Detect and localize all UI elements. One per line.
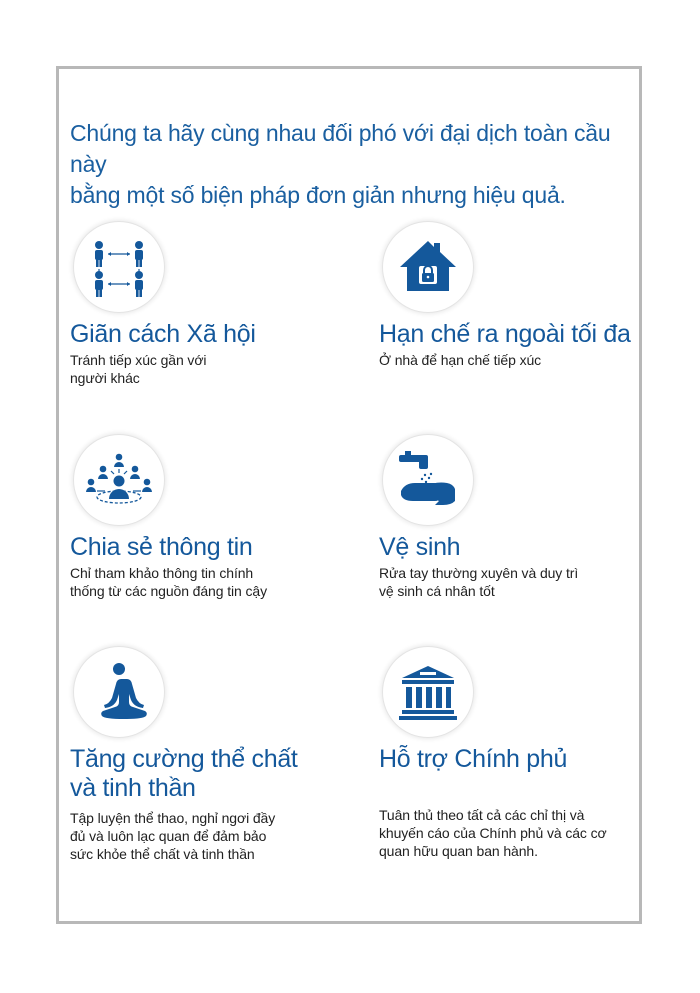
item-title: Hạn chế ra ngoài tối đa xyxy=(379,320,631,348)
item-desc-line: Tránh tiếp xúc gần với xyxy=(70,352,207,368)
item-desc-line: Tập luyện thể thao, nghỉ ngơi đầy xyxy=(70,810,276,826)
item-stay-home xyxy=(379,222,639,369)
item-social-distancing xyxy=(70,222,335,387)
item-title-line: và tinh thần xyxy=(70,774,196,802)
item-desc-line: thống từ các nguồn đáng tin cậy xyxy=(70,583,267,599)
meditation-icon xyxy=(74,647,164,737)
item-description xyxy=(379,564,639,600)
item-title: Hỗ trợ Chính phủ xyxy=(379,745,568,773)
item-desc-line: Chỉ tham khảo thông tin chính xyxy=(70,565,254,581)
item-description xyxy=(379,806,641,860)
item-title: Giãn cách Xã hội xyxy=(70,320,256,348)
item-title: Vệ sinh xyxy=(379,533,461,561)
item-share-information xyxy=(70,435,335,600)
item-desc-line: quan hữu quan ban hành. xyxy=(379,843,538,859)
item-description xyxy=(379,351,639,369)
item-description xyxy=(70,351,335,387)
intro-text xyxy=(70,118,640,211)
item-government-support xyxy=(379,647,641,860)
item-desc-line: Tuân thủ theo tất cả các chỉ thị và xyxy=(379,807,585,823)
item-desc-line: khuyến cáo của Chính phủ và các cơ xyxy=(379,825,607,841)
hand-washing-icon xyxy=(383,435,473,525)
community-network-icon xyxy=(74,435,164,525)
item-desc-line: người khác xyxy=(70,370,140,386)
item-desc-line: vệ sinh cá nhân tốt xyxy=(379,583,495,599)
item-desc-line: Rửa tay thường xuyên và duy trì xyxy=(379,565,579,581)
intro-line-1: Chúng ta hãy cùng nhau đối phó với đại dịch toàn cầu này xyxy=(70,120,611,177)
house-lock-icon xyxy=(383,222,473,312)
intro-line-2: bằng một số biện pháp đơn giản nhưng hiệu quả. xyxy=(70,182,566,208)
item-desc-line: sức khỏe thể chất và tinh thần xyxy=(70,846,255,862)
item-title xyxy=(70,745,340,803)
item-physical-mental-health xyxy=(70,647,340,863)
item-description xyxy=(70,564,335,600)
item-title: Chia sẻ thông tin xyxy=(70,533,253,561)
government-building-icon xyxy=(383,647,473,737)
item-desc-line: đủ và luôn lạc quan để đảm bảo xyxy=(70,828,267,844)
item-title-line: Tăng cường thể chất xyxy=(70,745,298,773)
item-desc-line: Ở nhà để hạn chế tiếp xúc xyxy=(379,352,542,368)
social-distancing-icon xyxy=(74,222,164,312)
item-hygiene xyxy=(379,435,639,600)
item-description xyxy=(70,809,340,863)
